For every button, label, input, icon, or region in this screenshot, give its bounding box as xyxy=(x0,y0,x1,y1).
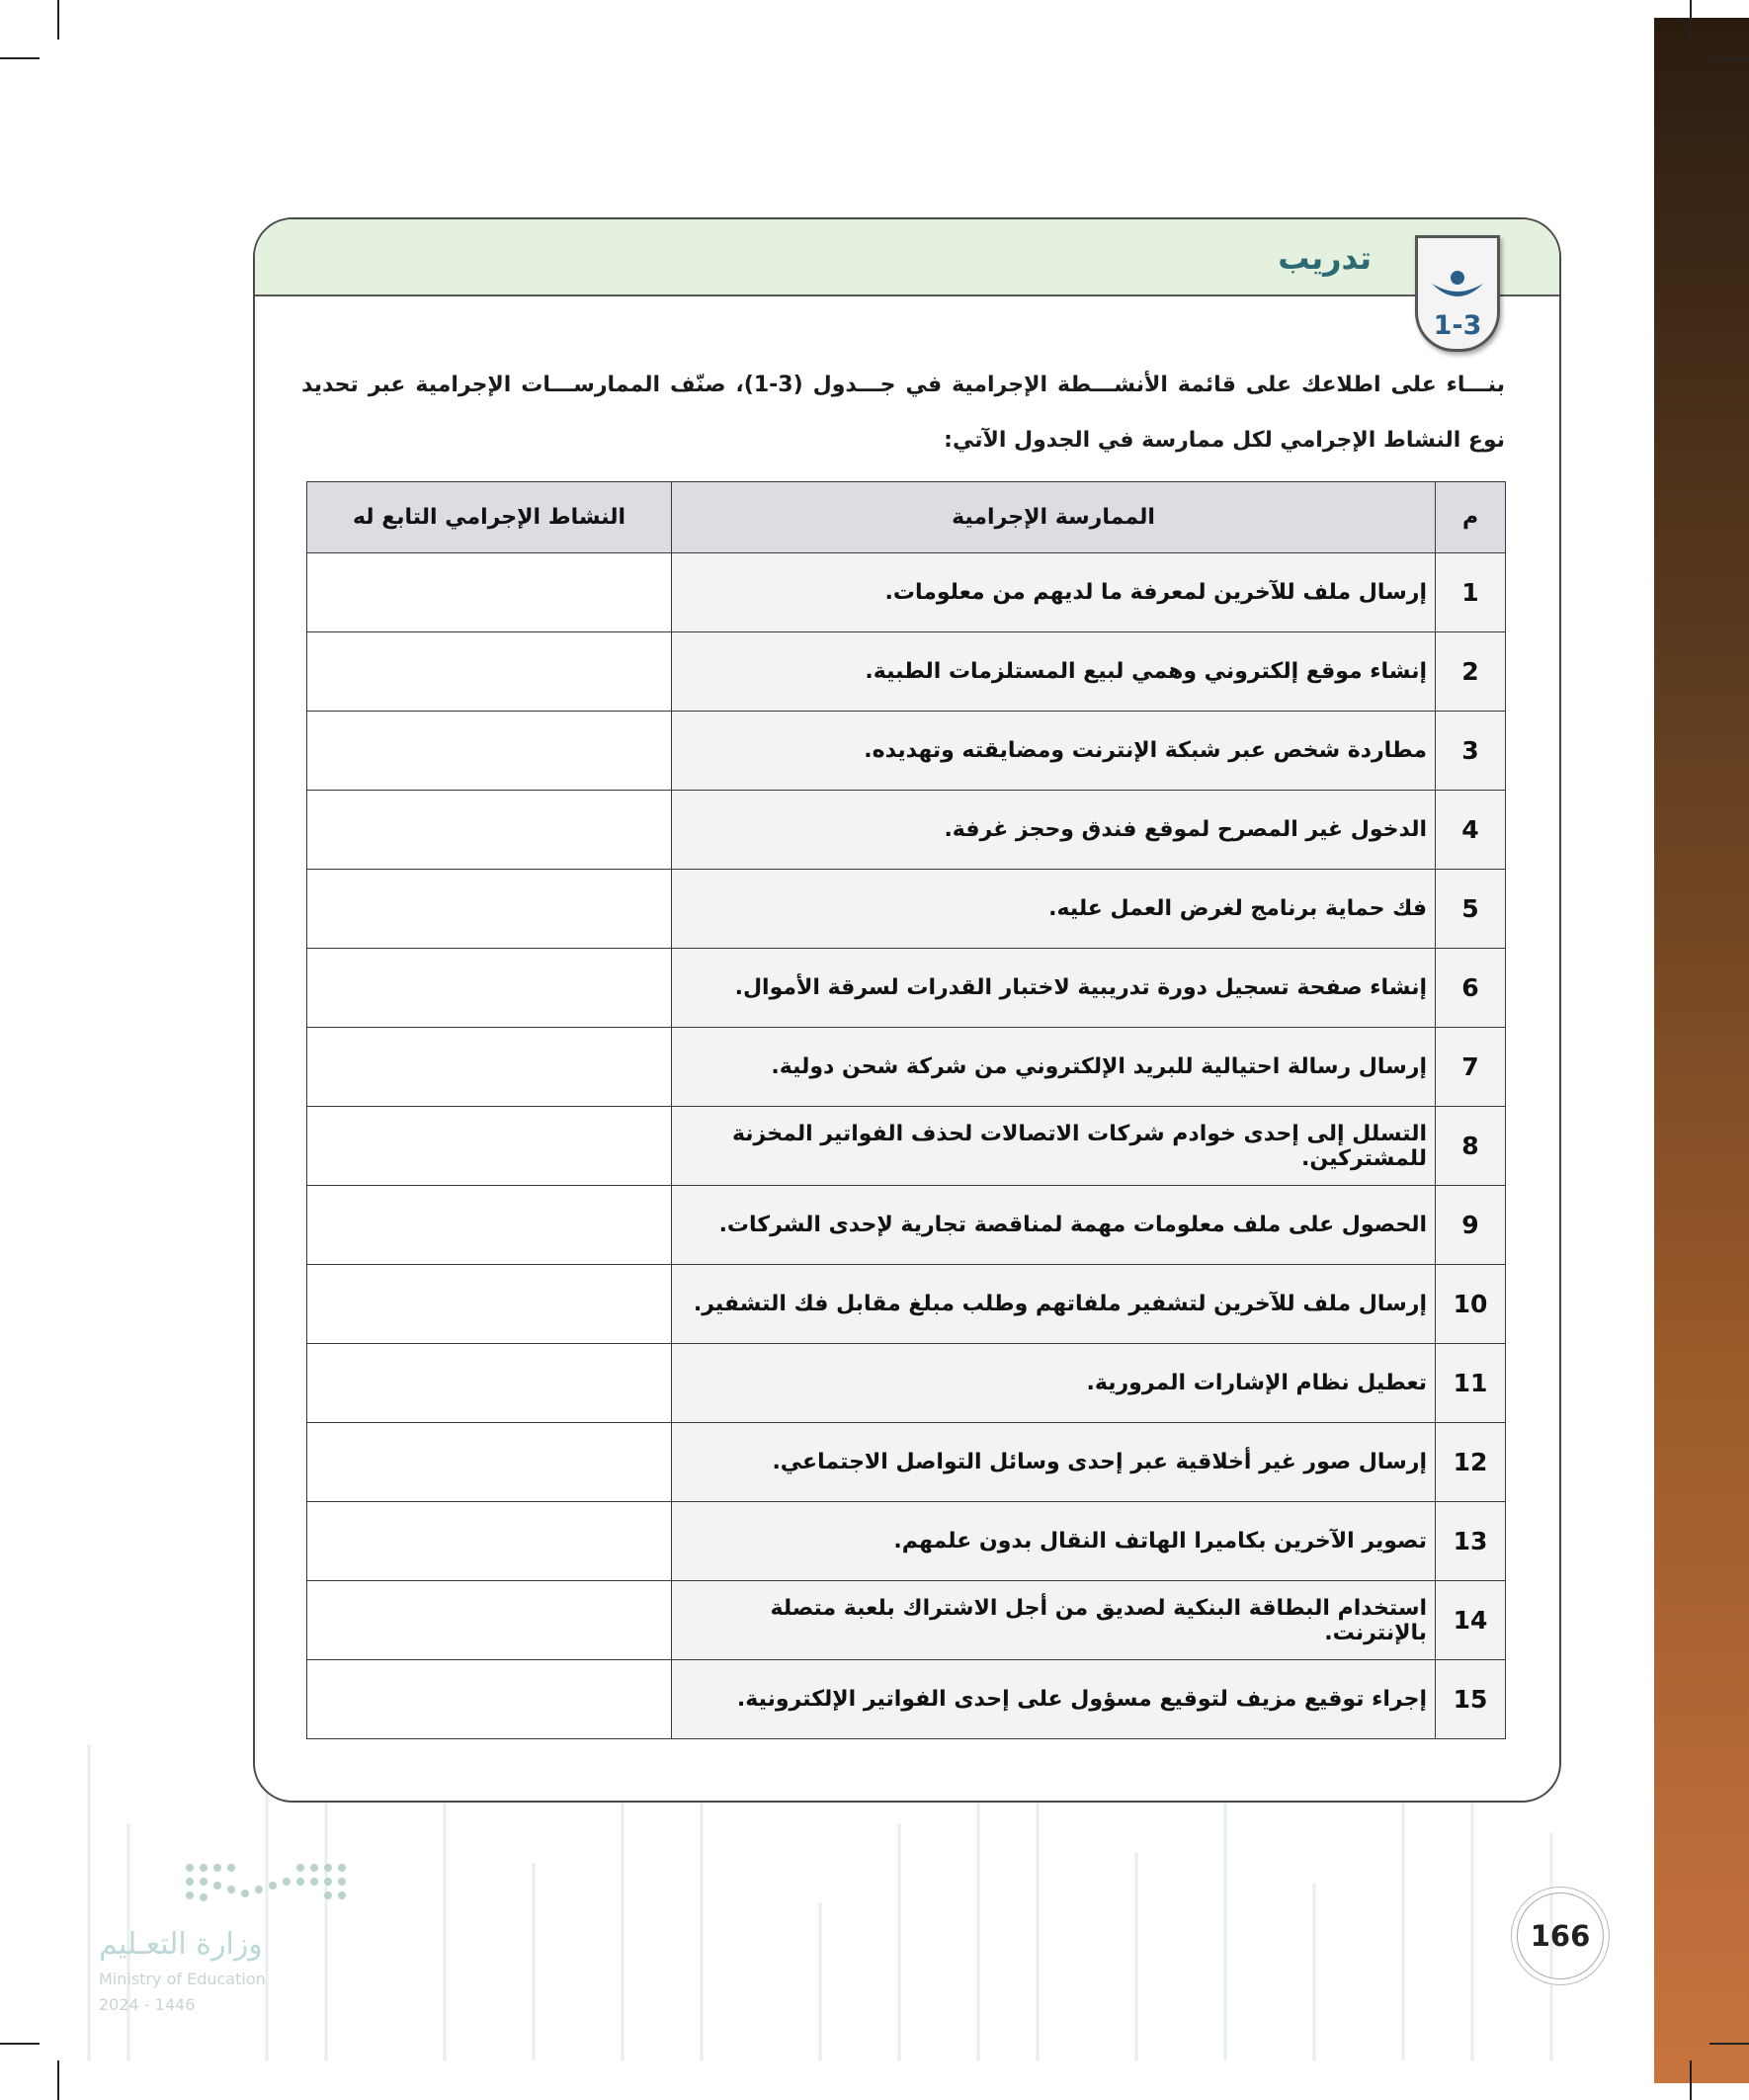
row-activity-answer[interactable] xyxy=(307,553,672,632)
row-practice: إجراء توقيع مزيف لتوقيع مسؤول على إحدى الفواتير الإلكترونية. xyxy=(672,1660,1436,1739)
row-activity-answer[interactable] xyxy=(307,1660,672,1739)
instructions-text: بنـــاء على اطلاعك على قائمة الأنشـــطة الإجرامية في جـــدول (3-1)، صنّف الممارســـات الإجرامية عبر تحديد نوع النشاط الإجرامي لكل ممارسة في الجدول الآتي: xyxy=(301,373,1505,453)
row-practice: التسلل إلى إحدى خوادم شركات الاتصالات لحذف الفواتير المخزنة للمشتركين. xyxy=(672,1107,1436,1186)
row-practice: تعطيل نظام الإشارات المرورية. xyxy=(672,1344,1436,1423)
table-row xyxy=(307,791,1506,870)
row-number: 9 xyxy=(1436,1186,1506,1265)
row-activity-answer[interactable] xyxy=(307,870,672,949)
crop-mark xyxy=(1709,57,1749,59)
header-activity: النشاط الإجرامي التابع له xyxy=(307,482,672,553)
page-number: 166 xyxy=(1517,1892,1604,1979)
row-practice: فك حماية برنامج لغرض العمل عليه. xyxy=(672,870,1436,949)
ministry-year: 2024 - 1446 xyxy=(99,1995,196,2014)
table-row xyxy=(307,1028,1506,1107)
row-practice: إرسال ملف للآخرين لمعرفة ما لديهم من معلومات. xyxy=(672,553,1436,632)
row-practice: إرسال صور غير أخلاقية عبر إحدى وسائل التواصل الاجتماعي. xyxy=(672,1423,1436,1502)
row-activity-answer[interactable] xyxy=(307,949,672,1028)
crop-mark xyxy=(1690,2060,1692,2100)
crop-mark xyxy=(0,57,40,59)
row-number: 2 xyxy=(1436,632,1506,712)
row-number: 7 xyxy=(1436,1028,1506,1107)
row-practice: إنشاء موقع إلكتروني وهمي لبيع المستلزمات الطبية. xyxy=(672,632,1436,712)
row-number: 13 xyxy=(1436,1502,1506,1581)
crop-mark xyxy=(1690,0,1692,40)
table-row xyxy=(307,712,1506,791)
row-activity-answer[interactable] xyxy=(307,712,672,791)
row-activity-answer[interactable] xyxy=(307,1581,672,1660)
table-row xyxy=(307,1581,1506,1660)
row-activity-answer[interactable] xyxy=(307,791,672,870)
crop-mark xyxy=(57,2060,59,2100)
header-number: م xyxy=(1436,482,1506,553)
table-row xyxy=(307,1344,1506,1423)
practices-table xyxy=(306,481,1506,1739)
row-practice: الدخول غير المصرح لموقع فندق وحجز غرفة. xyxy=(672,791,1436,870)
row-activity-answer[interactable] xyxy=(307,632,672,712)
row-number: 14 xyxy=(1436,1581,1506,1660)
row-number: 4 xyxy=(1436,791,1506,870)
row-number: 5 xyxy=(1436,870,1506,949)
table-row xyxy=(307,870,1506,949)
ministry-name-english: Ministry of Education xyxy=(99,1970,266,1988)
table-row xyxy=(307,1660,1506,1739)
row-practice: مطاردة شخص عبر شبكة الإنترنت ومضايقته وتهديده. xyxy=(672,712,1436,791)
crop-mark xyxy=(57,0,59,40)
table-row xyxy=(307,949,1506,1028)
row-activity-answer[interactable] xyxy=(307,1344,672,1423)
header-practice: الممارسة الإجرامية xyxy=(672,482,1436,553)
card-title: تدريب xyxy=(1278,239,1372,277)
row-activity-answer[interactable] xyxy=(307,1186,672,1265)
row-number: 8 xyxy=(1436,1107,1506,1186)
row-practice: إرسال رسالة احتيالية للبريد الإلكتروني من شركة شحن دولية. xyxy=(672,1028,1436,1107)
table-row xyxy=(307,1265,1506,1344)
table-row xyxy=(307,1186,1506,1265)
row-practice: إنشاء صفحة تسجيل دورة تدريبية لاختبار القدرات لسرقة الأموال. xyxy=(672,949,1436,1028)
row-number: 1 xyxy=(1436,553,1506,632)
row-number: 6 xyxy=(1436,949,1506,1028)
row-activity-answer[interactable] xyxy=(307,1423,672,1502)
table-row xyxy=(307,632,1506,712)
row-number: 15 xyxy=(1436,1660,1506,1739)
row-activity-answer[interactable] xyxy=(307,1502,672,1581)
row-practice: الحصول على ملف معلومات مهمة لمناقصة تجارية لإحدى الشركات. xyxy=(672,1186,1436,1265)
row-practice: استخدام البطاقة البنكية لصديق من أجل الاشتراك بلعبة متصلة بالإنترنت. xyxy=(672,1581,1436,1660)
crop-mark xyxy=(1709,2043,1749,2045)
training-badge xyxy=(1415,235,1500,352)
table-row xyxy=(307,1502,1506,1581)
row-activity-answer[interactable] xyxy=(307,1265,672,1344)
table-row xyxy=(307,553,1506,632)
side-color-strip xyxy=(1654,18,1749,2083)
row-number: 12 xyxy=(1436,1423,1506,1502)
row-number: 10 xyxy=(1436,1265,1506,1344)
table-row xyxy=(307,1107,1506,1186)
row-activity-answer[interactable] xyxy=(307,1107,672,1186)
row-number: 11 xyxy=(1436,1344,1506,1423)
card-header xyxy=(255,219,1559,296)
table-row xyxy=(307,1423,1506,1502)
crop-mark xyxy=(0,2043,40,2045)
row-practice: إرسال ملف للآخرين لتشفير ملفاتهم وطلب مبلغ مقابل فك التشفير. xyxy=(672,1265,1436,1344)
badge-number: 1-3 xyxy=(1433,310,1482,341)
row-practice: تصوير الآخرين بكاميرا الهاتف النقال بدون علمهم. xyxy=(672,1502,1436,1581)
row-number: 3 xyxy=(1436,712,1506,791)
reader-figure-icon xyxy=(1430,270,1485,305)
table-header-row xyxy=(307,482,1506,553)
row-activity-answer[interactable] xyxy=(307,1028,672,1107)
ministry-name-arabic: وزارة التعـليم xyxy=(99,1927,263,1962)
